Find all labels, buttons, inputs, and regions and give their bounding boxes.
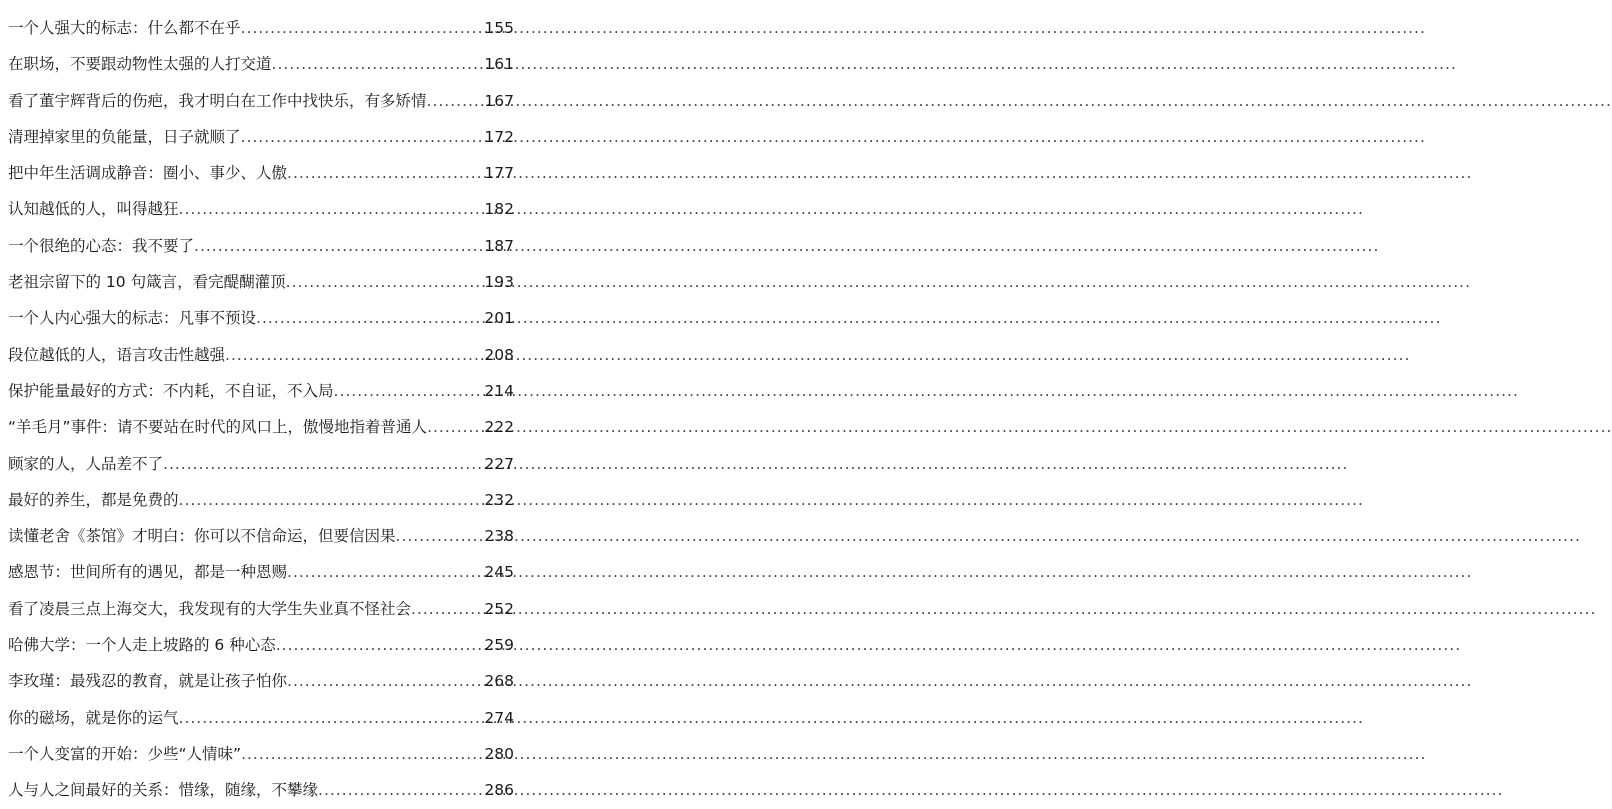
dot-leader xyxy=(396,518,484,554)
toc-entry xyxy=(8,518,514,554)
toc-entry-title: 清理掉家里的负能量，日子就顺了 xyxy=(8,127,241,146)
toc-entry xyxy=(8,191,514,227)
toc-entry-title: 最好的养生，都是免费的 xyxy=(8,490,179,509)
toc-entry xyxy=(8,300,514,336)
toc-entry-page: 259 xyxy=(484,636,514,655)
dot-leader xyxy=(241,119,484,155)
toc-entry-page: 227 xyxy=(484,454,514,473)
toc-entry-page: 177 xyxy=(484,164,514,183)
table-of-contents xyxy=(8,10,514,809)
dot-leader xyxy=(179,191,484,227)
toc-entry-title: “羊毛月”事件：请不要站在时代的风口上，傲慢地指着普通人 xyxy=(8,418,428,437)
dot-leader xyxy=(241,10,484,46)
toc-entry-title: 哈佛大学：一个人走上坡路的 6 种心态 xyxy=(8,636,276,655)
dot-leader xyxy=(225,337,483,373)
dot-leader xyxy=(194,228,483,264)
dot-leader xyxy=(179,482,484,518)
dot-leader xyxy=(411,591,483,627)
toc-entry-title: 感恩节：世间所有的遇见，都是一种恩赐 xyxy=(8,563,288,582)
toc-entry-page: 286 xyxy=(484,781,514,800)
toc-entry-page: 280 xyxy=(484,744,514,763)
dot-leader xyxy=(427,409,483,445)
toc-entry xyxy=(8,482,514,518)
dot-leader xyxy=(334,373,484,409)
toc-entry-page: 193 xyxy=(484,273,514,292)
toc-entry xyxy=(8,264,514,300)
toc-entry-page: 274 xyxy=(484,708,514,727)
dot-leader xyxy=(179,700,484,736)
toc-entry-page: 201 xyxy=(484,309,514,328)
toc-entry xyxy=(8,446,514,482)
dot-leader xyxy=(318,772,483,808)
dot-leader xyxy=(256,300,483,336)
toc-entry-title: 一个人变富的开始：少些“人情味” xyxy=(8,744,242,763)
toc-entry xyxy=(8,155,514,191)
toc-entry-title: 看了董宇辉背后的伤疤，我才明白在工作中找快乐，有多矫情 xyxy=(8,91,427,110)
toc-entry xyxy=(8,409,514,445)
toc-entry xyxy=(8,554,514,590)
toc-entry-page: 161 xyxy=(484,55,514,74)
toc-entry-title: 看了凌晨三点上海交大，我发现有的大学生失业真不怪社会 xyxy=(8,599,412,618)
dot-leader xyxy=(287,663,483,699)
dot-leader xyxy=(287,155,483,191)
toc-entry xyxy=(8,337,514,373)
toc-entry xyxy=(8,663,514,699)
toc-entry xyxy=(8,228,514,264)
toc-entry-title: 一个人强大的标志：什么都不在乎 xyxy=(8,19,241,37)
toc-entry-title: 保护能量最好的方式：不内耗，不自证，不入局 xyxy=(8,381,334,400)
toc-entry-title: 一个人内心强大的标志：凡事不预设 xyxy=(8,309,257,328)
toc-entry-page: 238 xyxy=(484,527,514,546)
toc-entry-page: 252 xyxy=(484,599,514,618)
toc-entry-title: 在职场，不要跟动物性太强的人打交道 xyxy=(8,55,272,74)
dot-leader xyxy=(287,554,483,590)
dot-leader xyxy=(427,83,484,119)
toc-entry xyxy=(8,627,514,663)
toc-entry-page: 268 xyxy=(484,672,514,691)
toc-entry-page: 222 xyxy=(484,418,514,437)
toc-entry-title: 你的磁场，就是你的运气 xyxy=(8,708,179,727)
toc-entry xyxy=(8,46,514,82)
toc-entry xyxy=(8,10,514,46)
toc-entry xyxy=(8,119,514,155)
toc-entry xyxy=(8,772,514,808)
toc-entry-title: 李玫瑾：最残忍的教育，就是让孩子怕你 xyxy=(8,672,288,691)
toc-entry-page: 167 xyxy=(484,91,514,110)
toc-entry-page: 172 xyxy=(484,127,514,146)
toc-entry-page: 245 xyxy=(484,563,514,582)
dot-leader xyxy=(286,264,484,300)
toc-entry xyxy=(8,700,514,736)
dot-leader xyxy=(163,446,483,482)
toc-entry-page: 182 xyxy=(484,200,514,219)
dot-leader xyxy=(276,627,484,663)
dot-leader xyxy=(272,46,484,82)
toc-entry-title: 顾家的人，人品差不了 xyxy=(8,454,164,473)
toc-entry-title: 把中年生活调成静音：圈小、事少、人傲 xyxy=(8,164,288,183)
toc-entry-page: 214 xyxy=(484,381,514,400)
dot-leader xyxy=(241,736,483,772)
toc-entry-page: 232 xyxy=(484,490,514,509)
toc-entry-page: 155 xyxy=(484,19,514,37)
toc-entry-title: 一个很绝的心态：我不要了 xyxy=(8,236,195,255)
toc-entry-page: 208 xyxy=(484,345,514,364)
toc-entry xyxy=(8,591,514,627)
toc-entry-page: 187 xyxy=(484,236,514,255)
toc-entry-title: 段位越低的人，语言攻击性越强 xyxy=(8,345,226,364)
toc-entry-title: 认知越低的人，叫得越狂 xyxy=(8,200,179,219)
toc-entry xyxy=(8,736,514,772)
toc-entry xyxy=(8,83,514,119)
toc-entry-title: 读懂老舍《茶馆》才明白：你可以不信命运，但要信因果 xyxy=(8,527,396,546)
toc-entry-title: 人与人之间最好的关系：惜缘，随缘，不攀缘 xyxy=(8,781,319,800)
toc-entry xyxy=(8,373,514,409)
toc-entry-title: 老祖宗留下的 10 句箴言，看完醍醐灌顶 xyxy=(8,273,286,292)
